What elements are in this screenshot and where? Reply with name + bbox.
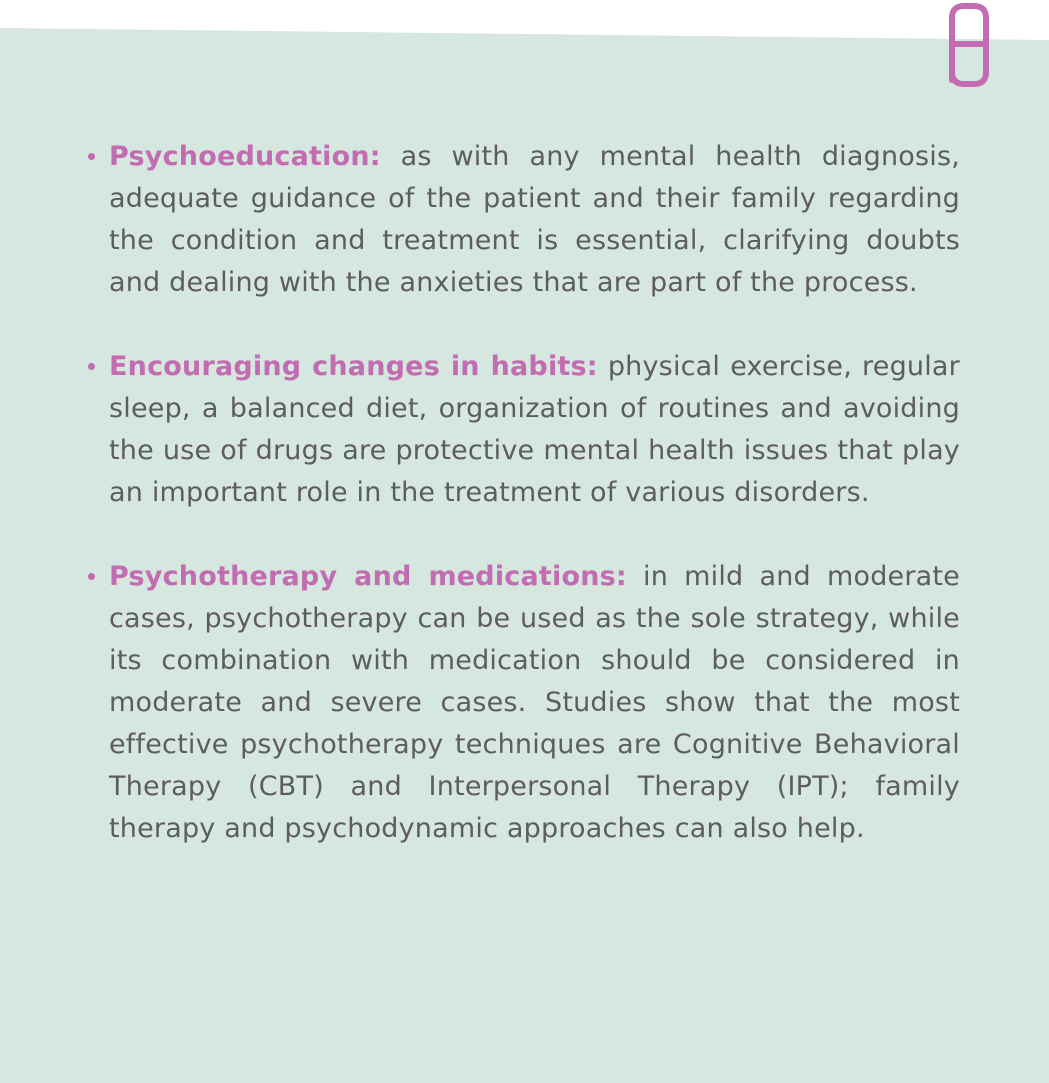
item-term: Psychotherapy and medications: [109, 561, 627, 592]
item-text: in mild and moderate cases, psychotherapy can be used as the sole strategy, while its combination with medication should be considered in moderate and severe cases. Studies show that the most effective psychotherapy techniques are Cognitive Behavioral Therapy (CBT) and Interpersonal Therapy (IPT); family therapy and psychodynamic approaches can also help. [109, 561, 960, 844]
paper-clip-icon [944, 0, 994, 90]
item-text: as with any mental health diagnosis, adequate guidance of the patient and their family regarding the condition and treatment is essential, clarifying doubts and dealing with the anxieties that are part of the process. [109, 141, 960, 298]
item-term: Psychoeducation: [109, 141, 381, 172]
list-item [88, 556, 960, 850]
item-term: Encouraging changes in habits: [109, 351, 598, 382]
list-item [88, 346, 960, 514]
bullet-dot [88, 573, 95, 580]
bullet-list [88, 136, 960, 892]
bullet-dot [88, 153, 95, 160]
list-item [88, 136, 960, 304]
bullet-dot [88, 363, 95, 370]
item-text: physical exercise, regular sleep, a balanced diet, organization of routines and avoiding the use of drugs are protective mental health issues that play an important role in the treatment of various disorders. [109, 351, 960, 508]
